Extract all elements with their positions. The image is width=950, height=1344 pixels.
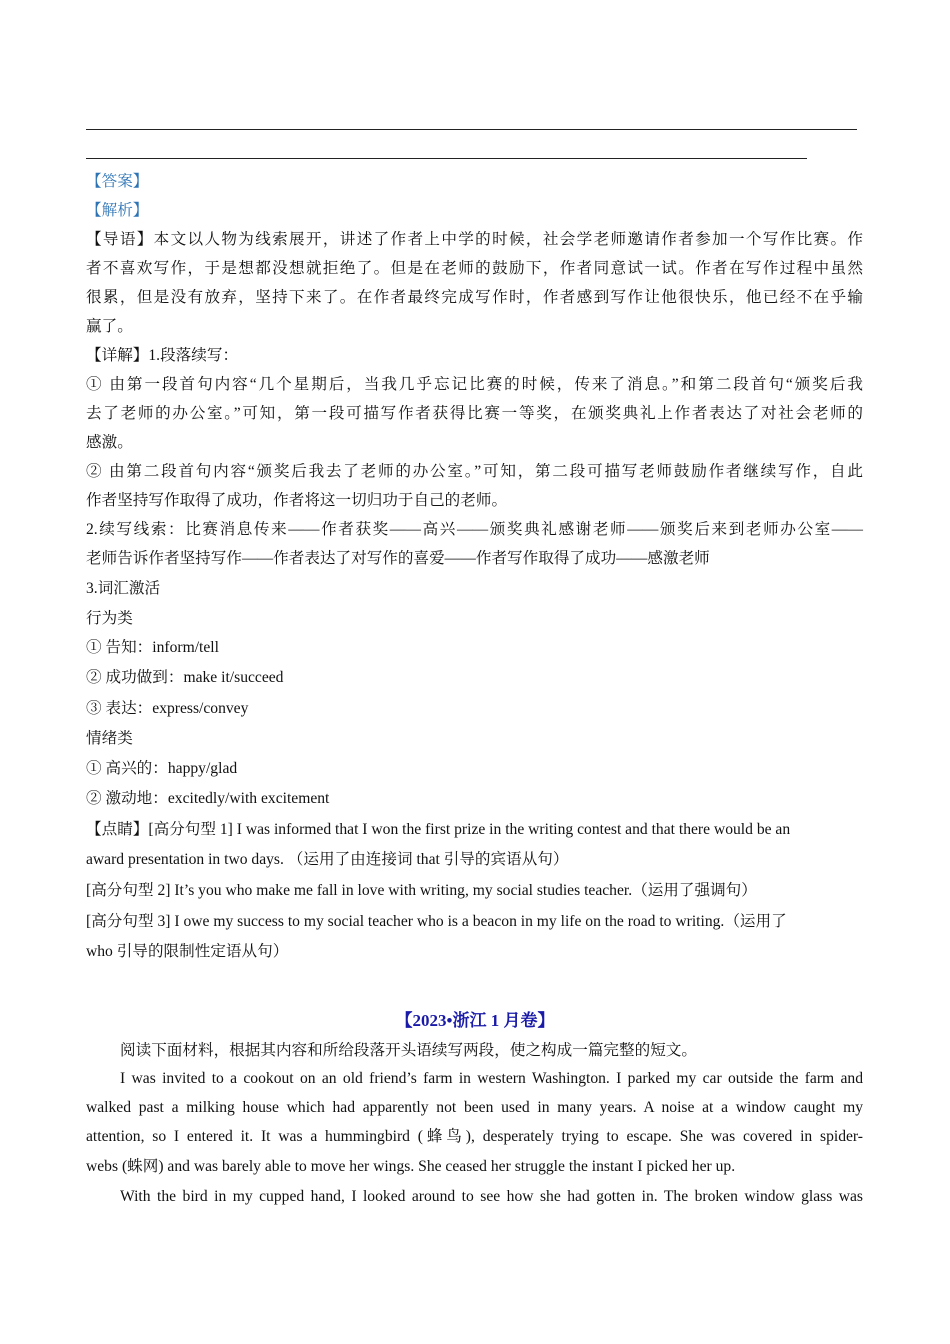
highlight-1-line-1: 【点睛】[高分句型 1] I was informed that I won the first prize in the writing contest and that there would be an xyxy=(86,821,791,838)
passage-para1-line2: walked past a milking house which had apparently not been used in many years. A noise at a window caught my xyxy=(86,1099,863,1116)
passage-para1-line4: webs (蛛网) and was barely able to move her wings. She ceased her struggle the instant I picked her up. xyxy=(86,1158,736,1175)
intro-line-2: 者不喜欢写作，于是想都没想就拒绝了。但是在老师的鼓励下，作者同意试一试。作者在写作过程中虽然 xyxy=(86,260,863,277)
detail-point1-line2: 去了老师的办公室。”可知，第一段可描写作者获得比赛一等奖，在颁奖典礼上作者表达了对社会老师的 xyxy=(86,405,863,422)
intro-line-3: 很累，但是没有放弃，坚持下来了。在作者最终完成写作时，作者感到写作让他很快乐，他已经不在乎输 xyxy=(86,289,863,306)
passage-instruction: 阅读下面材料，根据其内容和所给段落开头语续写两段，使之构成一篇完整的短文。 xyxy=(120,1042,697,1059)
passage-para1-line1: I was invited to a cookout on an old friend’s farm in western Washington. I parked my car outside the farm and xyxy=(120,1070,863,1087)
section-heading: 【2023•浙江 1 月卷】 xyxy=(395,1011,555,1030)
analysis-label: 【解析】 xyxy=(86,202,149,219)
vocab-action-item: ① 告知：inform/tell xyxy=(86,639,219,656)
detail-point1-line3: 感激。 xyxy=(86,434,133,451)
vocab-category-emotion: 情绪类 xyxy=(86,730,133,747)
clue-line-1: 2.续写线索：比赛消息传来——作者获奖——高兴——颁奖典礼感谢老师——颁奖后来到老师办公室—— xyxy=(86,521,863,538)
highlight-3-line-1: [高分句型 3] I owe my success to my social teacher who is a beacon in my life on the road to writing.（运用了 xyxy=(86,913,787,930)
detail-point2-line1: ② 由第二段首句内容“颁奖后我去了老师的办公室。”可知，第二段可描写老师鼓励作者继续写作，自此 xyxy=(86,463,863,480)
vocab-action-item: ③ 表达：express/convey xyxy=(86,700,249,717)
vocab-emotion-item: ② 激动地：excitedly/with excitement xyxy=(86,790,330,807)
intro-line-4: 赢了。 xyxy=(86,318,133,335)
detail-heading: 【详解】1.段落续写： xyxy=(86,347,239,364)
intro-line-1: 【导语】本文以人物为线索展开，讲述了作者上中学的时候，社会学老师邀请作者参加一个写作比赛。作 xyxy=(86,231,863,248)
vocab-action-item: ② 成功做到：make it/succeed xyxy=(86,669,284,686)
vocab-category-action: 行为类 xyxy=(86,610,133,627)
answer-blank-line-1 xyxy=(86,129,857,130)
passage-para2-line1: With the bird in my cupped hand, I looked around to see how she had gotten in. The broken window glass was xyxy=(120,1188,863,1205)
vocab-emotion-item: ① 高兴的：happy/glad xyxy=(86,760,238,777)
clue-line-2: 老师告诉作者坚持写作——作者表达了对写作的喜爱——作者写作取得了成功——感激老师 xyxy=(86,550,710,567)
highlight-3-line-2: who 引导的限制性定语从句） xyxy=(86,943,289,960)
detail-point1-line1: ① 由第一段首句内容“几个星期后，当我几乎忘记比赛的时候，传来了消息。”和第二段首句“颁奖后我 xyxy=(86,376,863,393)
highlight-2: [高分句型 2] It’s you who make me fall in love with writing, my social studies teacher.（运用了强调句） xyxy=(86,882,757,899)
highlight-1-line-2: award presentation in two days. （运用了由连接词 that 引导的宾语从句） xyxy=(86,851,569,868)
vocab-heading: 3.词汇激活 xyxy=(86,580,161,597)
answer-label: 【答案】 xyxy=(86,173,149,190)
answer-blank-line-2 xyxy=(86,158,807,159)
detail-point2-line2: 作者坚持写作取得了成功，作者将这一切归功于自己的老师。 xyxy=(86,492,508,509)
passage-para1-line3: attention, so I entered it. It was a hummingbird (蜂鸟), desperately trying to escape. She was covered in spider- xyxy=(86,1128,863,1145)
